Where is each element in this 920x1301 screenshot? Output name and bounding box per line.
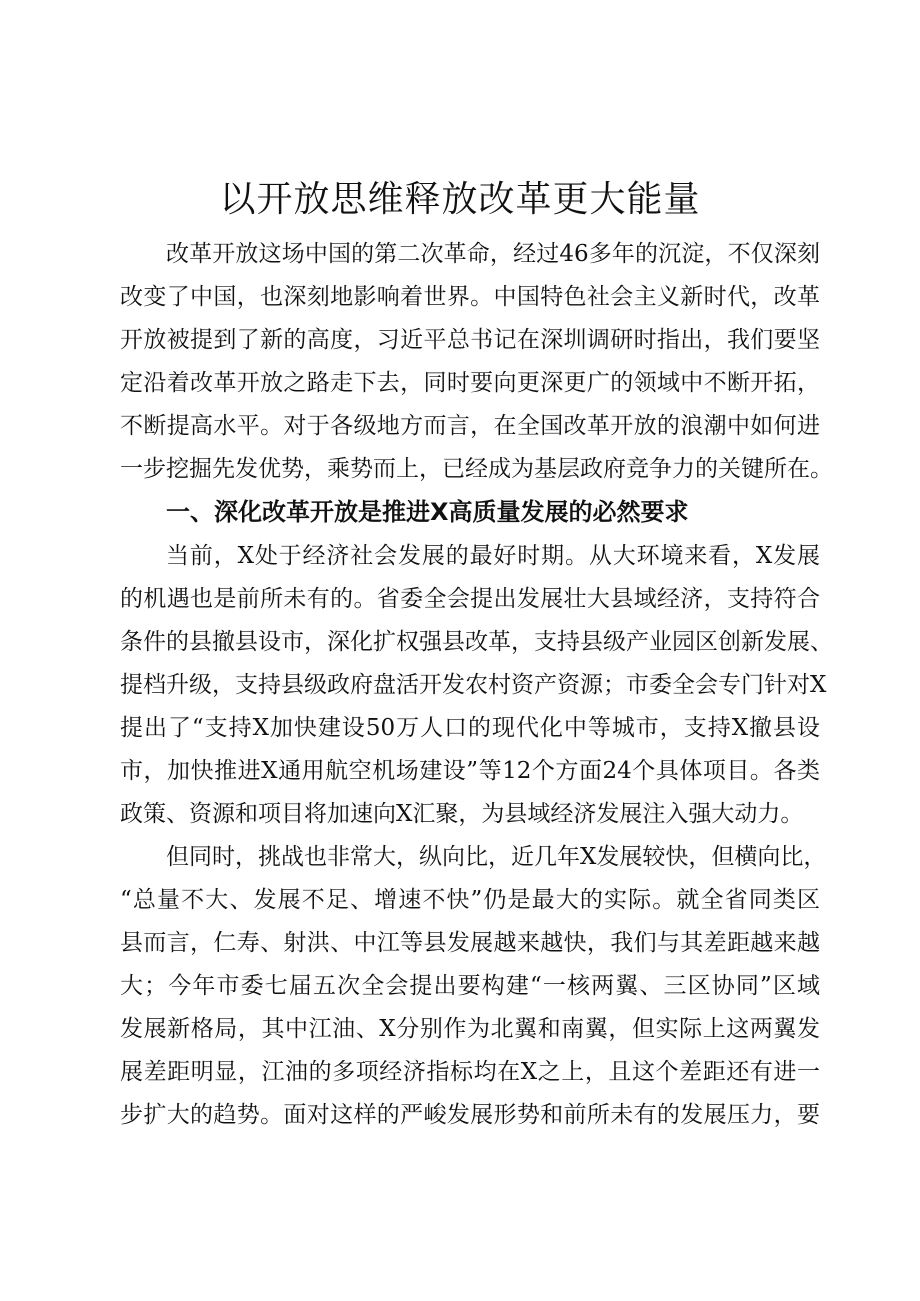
- intro-line: 一步挖掘先发优势，乘势而上，已经成为基层政府竞争力的关键所在。: [120, 456, 833, 482]
- intro-line: 定沿着改革开放之路走下去，同时要向更深更广的领域中不断开拓，: [120, 370, 820, 396]
- paragraph-line: 展差距明显，江油的多项经济指标均在X之上，且这个差距还有进一: [120, 1059, 820, 1085]
- paragraph-line: 当前，X处于经济社会发展的最好时期。从大环境来看，X发展: [166, 543, 820, 569]
- section-heading: 一、深化改革开放是推进X高质量发展的必然要求: [166, 498, 689, 526]
- paragraph-line: 大；今年市委七届五次全会提出要构建“一核两翼、三区协同”区域: [120, 973, 820, 999]
- paragraph-line: 发展新格局，其中江油、X分别作为北翼和南翼，但实际上这两翼发: [120, 1016, 820, 1042]
- paragraph-line: 的机遇也是前所未有的。省委全会提出发展壮大县域经济，支持符合: [120, 586, 820, 612]
- paragraph-line: 但同时，挑战也非常大，纵向比，近几年X发展较快，但横向比，: [166, 844, 827, 870]
- intro-line: 不断提高水平。对于各级地方而言，在全国改革开放的浪潮中如何进: [120, 413, 820, 439]
- paragraph-line: “总量不大、发展不足、增速不快”仍是最大的实际。就全省同类区: [120, 887, 820, 913]
- paragraph-line: 市，加快推进X通用航空机场建设”等12个方面24个具体项目。各类: [120, 758, 820, 784]
- intro-line: 开放被提到了新的高度，习近平总书记在深圳调研时指出，我们要坚: [120, 327, 820, 353]
- intro-line: 改革开放这场中国的第二次革命，经过46多年的沉淀，不仅深刻: [166, 241, 820, 267]
- paragraph-line: 县而言，仁寿、射洪、中江等县发展越来越快，我们与其差距越来越: [120, 930, 820, 956]
- paragraph-line: 步扩大的趋势。面对这样的严峻发展形势和前所未有的发展压力，要: [120, 1102, 820, 1128]
- paragraph-line: 条件的县撤县设市，深化扩权强县改革，支持县级产业园区创新发展、: [120, 629, 833, 655]
- intro-line: 改变了中国，也深刻地影响着世界。中国特色社会主义新时代，改革: [120, 284, 820, 310]
- paragraph-line: 提档升级，支持县级政府盘活开发农村资产资源；市委全会专门针对X: [120, 672, 827, 698]
- paragraph-line: 政策、资源和项目将加速向X汇聚，为县域经济发展注入强大动力。: [120, 801, 804, 827]
- document-title: 以开放思维释放改革更大能量: [219, 179, 701, 220]
- paragraph-line: 提出了“支持X加快建设50万人口的现代化中等城市，支持X撤县设: [120, 715, 820, 741]
